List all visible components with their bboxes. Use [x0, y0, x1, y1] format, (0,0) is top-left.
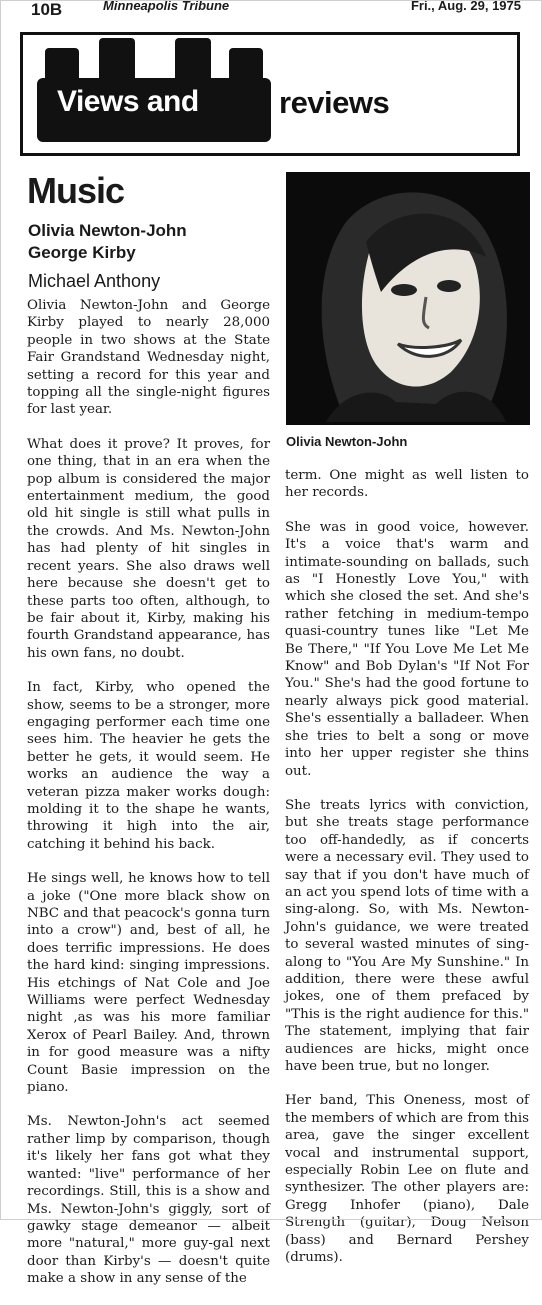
photo-caption: Olivia Newton-John [286, 434, 408, 449]
section-banner [20, 32, 520, 156]
portrait-illustration [286, 172, 530, 425]
binocular-eyepiece-1 [45, 48, 79, 82]
article-paragraph: He sings well, he knows how to tell a joke ("One more black show on NBC and that peacock's gonna turn into a crow") and, best of all, he does terrific impressions. He does the hard kind: singing impressions. His etchings of Nat Cole and Joe Williams were perfect Wednesday night ,as was his more familiar Xerox of Pearl Bailey. And, thrown in for good measure was a nifty Count Basie impression on the piano. [27, 871, 270, 1096]
headline-line-1: Olivia Newton-John [28, 221, 187, 240]
binocular-eyepiece-2 [99, 38, 135, 82]
masthead [0, 0, 542, 22]
article-paragraph: In fact, Kirby, who opened the show, seems to be a stronger, more engaging performer each time one sees him. The heavier he gets the better he gets, it would seem. He works an audience the way a veteran pizza maker works dough: molding it to the shape he wants, throwing it high into the air, catching it behind his back. [27, 680, 270, 852]
article-headline [28, 220, 187, 264]
article-paragraph: Ms. Newton-John's act seemed rather limp by comparison, though it's likely her fans got what they wanted: "live" performance of her recordings. Still, this is a show and Ms. Newton-John's giggly, sort of gawky stage demeanor — albeit more "natural," more guy-gal next door than Kirby's — doesn't quite make a show in any sense of the [27, 1114, 270, 1287]
banner-left-text: Views and [57, 85, 199, 118]
issue-date: Fri., Aug. 29, 1975 [410, 0, 521, 13]
article-paragraph: term. One might as well listen to her records. [285, 468, 529, 501]
article-column-left [27, 297, 270, 1305]
binocular-eyepiece-3 [175, 38, 211, 82]
page-number: 10B [31, 0, 63, 19]
article-paragraph: She was in good voice, however. It's a voice that's warm and intimate-sounding on ballads, such as "I Honestly Love You," with which she closed the set. And she's rather fetching in medium-tempo quasi-country tunes like "Let Me Be There," "If You Love Me Let Me Know" and Bob Dylan's "If Not For You." She's had the good fortune to nearly always pick good material. She's essentially a balladeer. When she tries to belt a song or move into her upper register she thins out. [285, 519, 529, 779]
article-paragraph: Her band, This Oneness, most of the members of which are from this area, gave the singer excellent vocal and instrumental support, especially Robin Lee on flute and synthesizer. The other players are: Gregg Inhofer (piano), Dale Strength (guitar), Doug Nelson (bass) and Bernard Pershey (drums). [285, 1093, 529, 1266]
article-paragraph: What does it prove? It proves, for one thing, that in an era when the pop album is considered the major entertainment medium, the good old hit single is still what pulls in the crowds. And Ms. Newton-John has had plenty of hit singles in recent years. She also draws well here because she doesn't get to these parts too often, although, to be fair about it, Kirby, making his fourth Grandstand appearance, has his own fans, no doubt. [27, 436, 270, 661]
newspaper-name: Minneapolis Tribune [103, 0, 230, 13]
article-column-right [285, 467, 529, 1283]
article-byline: Michael Anthony [28, 271, 161, 291]
binocular-eyepiece-4 [229, 48, 263, 82]
article-paragraph: Olivia Newton-John and George Kirby played to nearly 28,000 people in two shows at the State Fair Grandstand Wednesday night, setting a record for this year and topping all the single-night figures for last year. [27, 298, 270, 418]
section-title: Music [27, 170, 125, 211]
article-paragraph: She treats lyrics with conviction, but she treats stage performance too off-handedly, as if concerts were a necessary evil. They used to say that if you don't have much of an act you spend lots of time with a sing-along. So, with Ms. Newton-John's guidance, we were treated to several wasted minutes of sing-along to "You Are My Sunshine." In addition, there were these awful jokes, one of them prefaced by "This is the right audience for this." The statement, implying that fair audiences are hicks, might once have been true, but no longer. [285, 797, 529, 1074]
binoculars-logo [37, 38, 271, 146]
headline-line-2: George Kirby [28, 243, 136, 262]
banner-right-text: reviews [279, 85, 390, 120]
portrait-photo [286, 172, 530, 425]
